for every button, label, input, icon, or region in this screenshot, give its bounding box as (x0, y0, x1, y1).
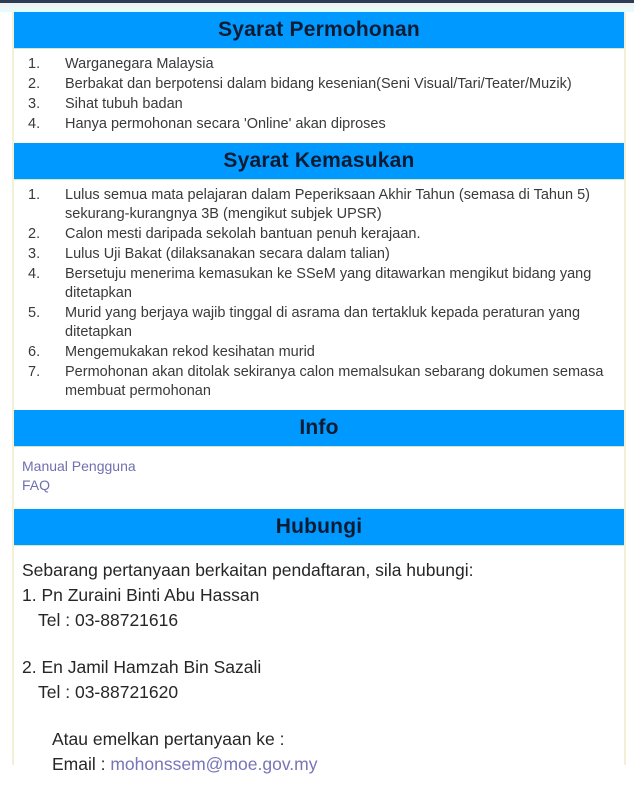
contact-spacer (22, 633, 624, 655)
entry-requirement-list (14, 186, 624, 401)
list-item (20, 363, 624, 401)
contact-2-tel: Tel : 03-88721620 (38, 682, 179, 702)
info-link-list (14, 453, 624, 501)
list-item-text: Sihat tubuh badan (65, 96, 183, 112)
list-item (20, 265, 624, 303)
email-label: Email : (52, 754, 111, 774)
list-item-text: Lulus semua mata pelajaran dalam Peperiksaan Akhir Tahun (semasa di Tahun 5) sekurang-kurangnya 3B (mengikut subjek UPSR) (65, 187, 590, 222)
list-item-number: 4. (28, 266, 41, 282)
section-syarat-kemasukan (14, 143, 624, 410)
contact-2-name: 2. En Jamil Hamzah Bin Sazali (22, 657, 262, 677)
contact-block (14, 552, 624, 777)
list-item-number: 3. (28, 96, 41, 112)
section-body-hubungi (14, 546, 624, 785)
top-chrome-strip (0, 0, 634, 12)
list-item (20, 304, 624, 342)
link-faq[interactable]: FAQ (22, 477, 51, 493)
section-body-syarat-permohonan (14, 49, 624, 143)
list-item-text: Murid yang berjaya wajib tinggal di asrama dan tertakluk kepada peraturan yang ditetapkan (65, 305, 581, 340)
page-frame (12, 12, 626, 774)
list-item-text: Calon mesti daripada sekolah bantuan penuh kerajaan. (65, 226, 421, 242)
list-item-number: 2. (28, 226, 41, 242)
list-item (20, 115, 624, 134)
list-item (20, 186, 624, 224)
list-item-text: Mengemukakan rekod kesihatan murid (65, 344, 315, 360)
requirement-list (14, 55, 624, 134)
contact-spacer (22, 705, 624, 727)
list-item-number: 7. (28, 364, 41, 380)
list-item-number: 1. (28, 187, 41, 203)
list-item-number: 3. (28, 246, 41, 262)
list-item-text: Warganegara Malaysia (65, 56, 214, 72)
list-item-text: Berbakat dan berpotensi dalam bidang kesenian(Seni Visual/Tari/Teater/Muzik) (65, 76, 572, 92)
section-body-syarat-kemasukan (14, 180, 624, 410)
section-hubungi (14, 509, 624, 785)
contact-1-tel: Tel : 03-88721616 (38, 610, 179, 630)
list-item-text: Lulus Uji Bakat (dilaksanakan secara dalam talian) (65, 246, 390, 262)
contact-1-name: 1. Pn Zuraini Binti Abu Hassan (22, 585, 260, 605)
section-syarat-permohonan (14, 12, 624, 143)
list-item (20, 75, 624, 94)
list-item (20, 225, 624, 244)
list-item-text: Permohonan akan ditolak sekiranya calon memalsukan sebarang dokumen semasa membuat permohonan (65, 364, 604, 399)
email-intro: Atau emelkan pertanyaan ke : (52, 729, 285, 749)
section-body-info (14, 447, 624, 509)
list-item-number: 2. (28, 76, 41, 92)
list-item-number: 6. (28, 344, 41, 360)
list-item-text: Hanya permohonan secara 'Online' akan diproses (65, 116, 386, 132)
list-item-text: Bersetuju menerima kemasukan ke SSeM yang ditawarkan mengikut bidang yang ditetapkan (65, 266, 592, 301)
section-header-syarat-permohonan: Syarat Permohonan (14, 12, 624, 49)
link-manual-pengguna[interactable]: Manual Pengguna (22, 458, 136, 474)
section-info (14, 410, 624, 509)
list-item-number: 5. (28, 305, 41, 321)
section-header-hubungi: Hubungi (14, 509, 624, 546)
list-item (20, 95, 624, 114)
list-item-number: 4. (28, 116, 41, 132)
link-email-address[interactable]: mohonssem@moe.gov.my (110, 754, 318, 774)
list-item-number: 1. (28, 56, 41, 72)
list-item (20, 55, 624, 74)
section-header-syarat-kemasukan: Syarat Kemasukan (14, 143, 624, 180)
list-item (20, 343, 624, 362)
section-header-info: Info (14, 410, 624, 447)
list-item (20, 245, 624, 264)
contact-intro: Sebarang pertanyaan berkaitan pendaftaran, sila hubungi: (22, 560, 474, 580)
